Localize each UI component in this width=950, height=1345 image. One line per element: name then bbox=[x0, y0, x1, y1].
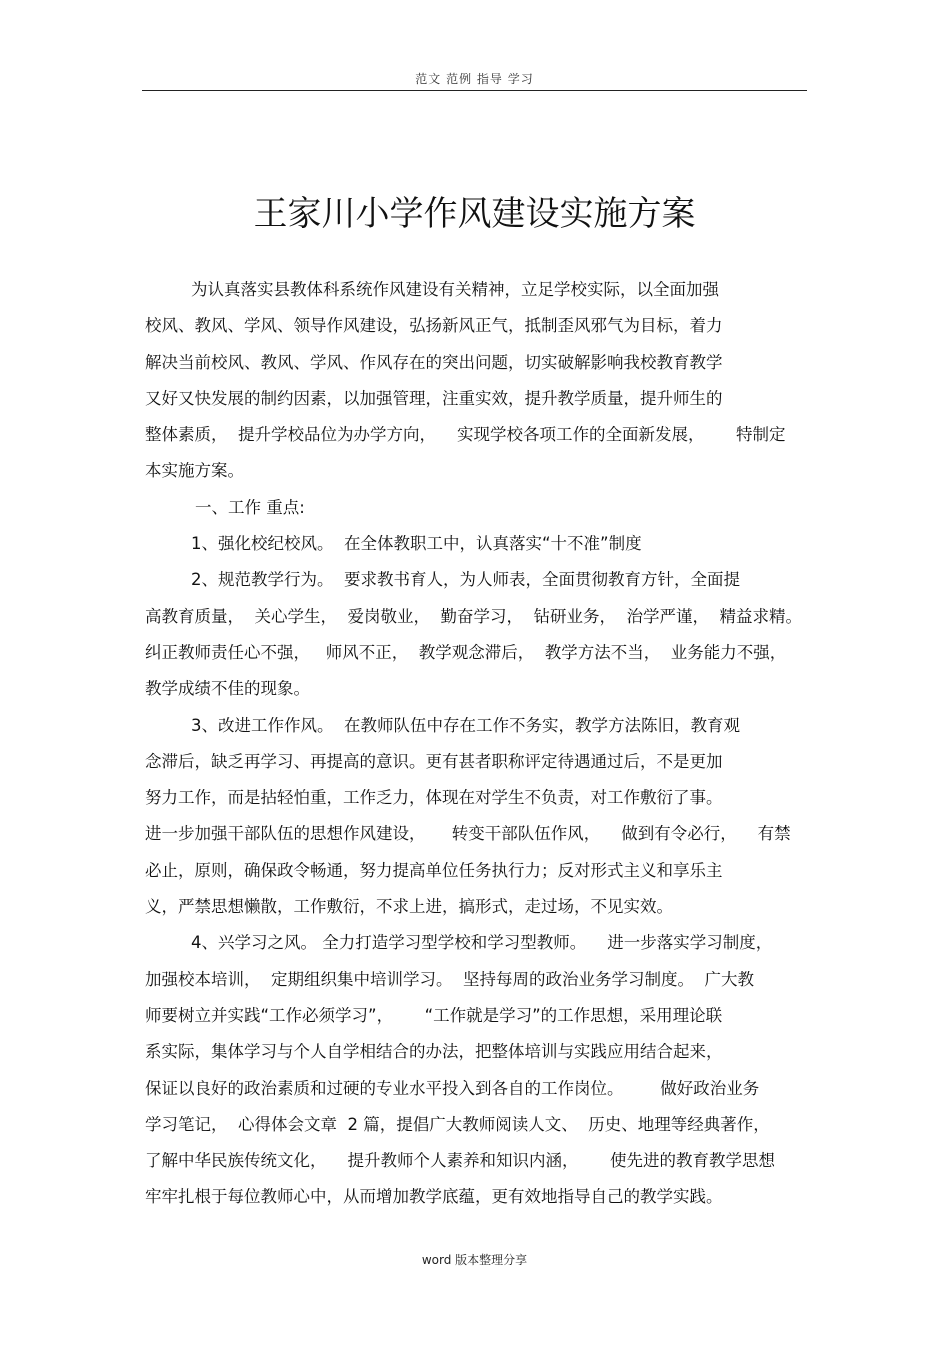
item-4-line-8: 牢牢扎根于每位教师心中，从而增加教学底蕴，更有效地指导自己的教学实践。 bbox=[145, 1187, 723, 1207]
item-2-line-2: 高教育质量， 关心学生， 爱岗敬业， 勤奋学习， 钻研业务， 治学严谨， 精益求精。 bbox=[145, 606, 802, 626]
item-4-line-2: 加强校本培训， 定期组织集中培训学习。 坚持每周的政治业务学习制度。 广大教 bbox=[145, 969, 754, 989]
item-3-line-3: 努力工作，而是拈轻怕重，工作乏力，体现在对学生不负责，对工作敷衍了事。 bbox=[145, 788, 723, 808]
item-3-line-6: 义，严禁思想懒散，工作敷衍，不求上进，搞形式，走过场，不见实效。 bbox=[145, 897, 673, 917]
item-1-line-1: 1、强化校纪校风。 在全体教职工中，认真落实“十不准”制度 bbox=[191, 534, 642, 554]
paragraph-intro-line-2: 校风、教风、学风、领导作风建设，弘扬新风正气，抵制歪风邪气为目标，着力 bbox=[145, 316, 723, 336]
item-2-line-4: 教学成绩不佳的现象。 bbox=[145, 679, 310, 699]
item-4-line-6: 学习笔记， 心得体会文章 2 篇，提倡广大教师阅读人文、 历史、地理等经典著作， bbox=[145, 1114, 770, 1134]
item-3-line-4: 进一步加强干部队伍的思想作风建设， 转变干部队伍作风， 做到有令必行， 有禁 bbox=[145, 824, 791, 844]
item-2-line-3: 纠正教师责任心不强， 师风不正， 教学观念滞后， 教学方法不当， 业务能力不强， bbox=[145, 642, 787, 662]
item-4-line-4: 系实际，集体学习与个人自学相结合的办法，把整体培训与实践应用结合起来， bbox=[145, 1042, 723, 1062]
item-4-line-7: 了解中华民族传统文化， 提升教师个人素养和知识内涵， 使先进的教育教学思想 bbox=[145, 1151, 775, 1171]
paragraph-intro-line-6: 本实施方案。 bbox=[145, 461, 244, 481]
paragraph-intro-line-5: 整体素质， 提升学校品位为办学方向， 实现学校各项工作的全面新发展， 特制定 bbox=[145, 425, 786, 445]
item-3-line-2: 念滞后，缺乏再学习、再提高的意识。更有甚者职称评定待遇通过后，不是更加 bbox=[145, 751, 723, 771]
paragraph-intro-line-3: 解决当前校风、教风、学风、作风存在的突出问题，切实破解影响我校教育教学 bbox=[145, 352, 723, 372]
item-4-line-1: 4、兴学习之风。 全力打造学习型学校和学习型教师。 进一步落实学习制度， bbox=[191, 933, 773, 953]
document-title: 王家川小学作风建设实施方案 bbox=[253, 194, 696, 234]
item-4-line-3: 师要树立并实践“工作必须学习”， “工作就是学习”的工作思想，采用理论联 bbox=[145, 1005, 723, 1025]
page-header: 范文 范例 指导 学习 bbox=[415, 72, 534, 86]
item-2-line-1: 2、规范教学行为。 要求教书育人，为人师表，全面贯彻教育方针，全面提 bbox=[191, 570, 740, 590]
item-4-line-5: 保证以良好的政治素质和过硬的专业水平投入到各自的工作岗位。 做好政治业务 bbox=[145, 1078, 760, 1098]
paragraph-intro-line-4: 又好又快发展的制约因素，以加强管理，注重实效，提升教学质量，提升师生的 bbox=[145, 388, 723, 408]
header-divider bbox=[142, 90, 807, 91]
section-heading: 一、工作 重点: bbox=[195, 497, 305, 517]
paragraph-intro-line-1: 为认真落实县教体科系统作风建设有关精神，立足学校实际，以全面加强 bbox=[191, 280, 719, 299]
item-3-line-5: 必止，原则，确保政令畅通，努力提高单位任务执行力；反对形式主义和享乐主 bbox=[145, 860, 723, 880]
document-body bbox=[145, 272, 810, 1216]
page-footer: word 版本整理分享 bbox=[421, 1253, 528, 1267]
item-3-line-1: 3、改进工作作风。 在教师队伍中存在工作不务实，教学方法陈旧，教育观 bbox=[191, 715, 740, 735]
